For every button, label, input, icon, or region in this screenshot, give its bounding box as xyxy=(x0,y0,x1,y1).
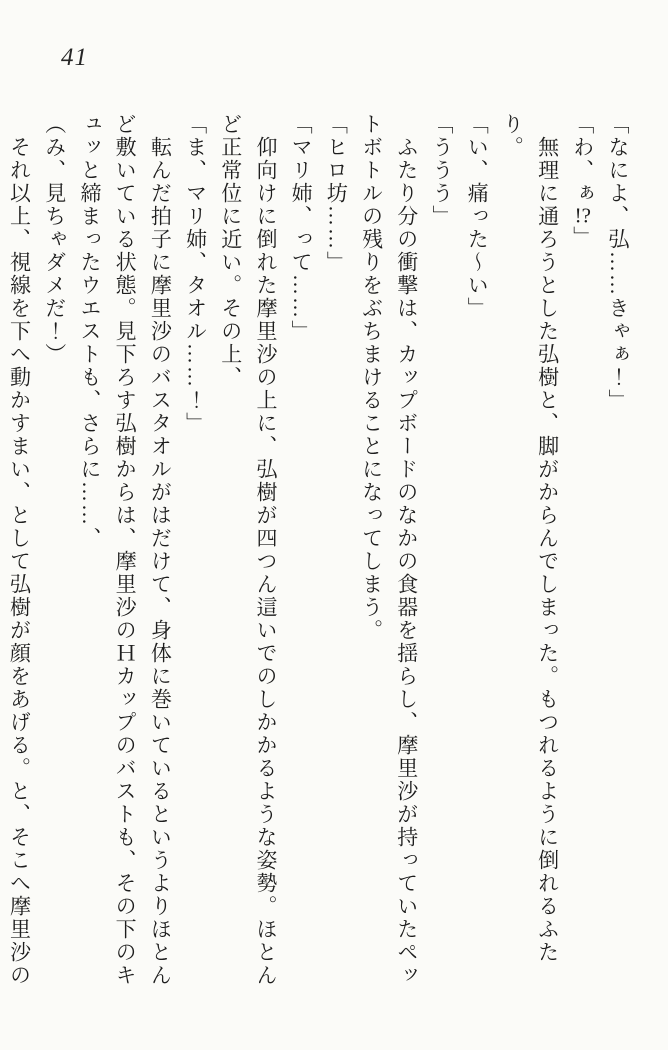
text-segment: 「ヒロ坊……」 xyxy=(324,113,349,274)
thought-paragraph xyxy=(37,113,72,989)
text-segment: 無理に通ろうとした弘樹と、脚がからんでしまった。もつれるように倒れるふたり xyxy=(500,113,560,964)
narrative-paragraph xyxy=(213,113,283,989)
page-number: 41 xyxy=(61,44,88,71)
tcy-segment: !? xyxy=(574,205,591,226)
novel-text-block xyxy=(1,113,635,989)
dialogue-paragraph xyxy=(177,113,212,989)
dialogue-paragraph xyxy=(600,113,635,989)
text-segment: 「い、痛った〜い」 xyxy=(465,113,490,320)
text-segment: 「なによ、弘……きゃぁ！」 xyxy=(606,113,630,412)
text-segment: 」 xyxy=(570,226,595,249)
dialogue-paragraph xyxy=(283,113,318,989)
text-segment: それ以上、視線を下へ動かすまい、として弘樹が顔をあげる。と、そこへ摩里沙の xyxy=(7,136,32,987)
dialogue-paragraph xyxy=(318,113,353,989)
text-segment: 「わ、ぁ xyxy=(570,113,595,205)
text-segment: 「マリ姉、って……」 xyxy=(289,113,314,343)
text-segment: 転んだ拍子に摩里沙のバスタオルがはだけて、身体に巻いているというよりほとんど敷いている状態。見下ろす弘樹からは、摩里沙のＨカップのバストも、その下のキュッと締まったウエストも、さらに……、 xyxy=(77,113,173,987)
narrative-paragraph xyxy=(1,113,36,989)
text-segment: ふたり分の衝撃は、カップボードのなかの食器を揺らし、摩里沙が持っていたペットボトルの残りをぶちまけることになってしまう。 xyxy=(359,113,419,987)
text-segment: （み、見ちゃダメだ！） xyxy=(42,113,67,366)
narrative-paragraph xyxy=(494,113,564,989)
narrative-paragraph xyxy=(353,113,423,989)
dialogue-paragraph xyxy=(424,113,459,989)
text-segment: 仰向けに倒れた摩里沙の上に、弘樹が四つん這いでのしかかるような姿勢。ほとんど正常位に近い。その上、 xyxy=(218,113,278,987)
hang-segment: 。 xyxy=(500,136,525,159)
dialogue-paragraph xyxy=(459,113,494,989)
narrative-paragraph xyxy=(72,113,178,989)
dialogue-paragraph xyxy=(565,113,600,989)
text-segment: 「ううう」 xyxy=(429,113,454,228)
text-segment: 「ま、マリ姉、タオル……！」 xyxy=(183,113,208,435)
